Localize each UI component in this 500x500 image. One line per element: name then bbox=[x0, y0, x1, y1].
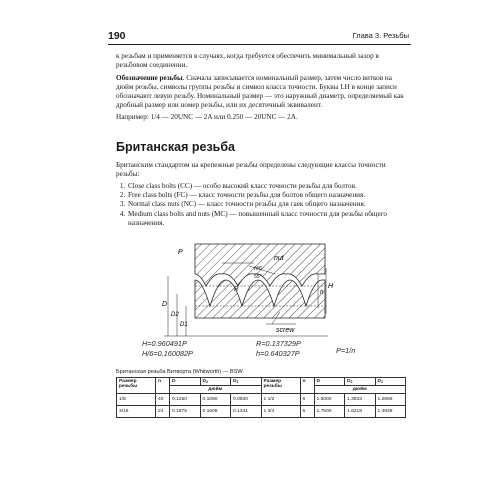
table-cell: 1.2866 bbox=[375, 394, 406, 406]
table-cell: 1.7500 bbox=[314, 406, 345, 418]
list-item: 1. Close class bolts (CC) — особо высокий класс точности резьбы для болтов. bbox=[127, 182, 407, 191]
table-header: $D_1$ bbox=[231, 378, 262, 386]
table-cell: 0.0930 bbox=[231, 394, 262, 406]
class-list bbox=[116, 182, 407, 228]
paragraph-continuation: к резьбам и применяется в случаях, когда требуется обеспечить минимальный зазор в резьбовом соединении. bbox=[116, 52, 379, 70]
formula-h-small: h=0.640327P bbox=[256, 349, 300, 358]
table-cell: 1.4938 bbox=[375, 406, 406, 418]
page-header bbox=[108, 30, 411, 45]
table-header: n bbox=[156, 378, 170, 394]
chapter-title: Глава 3. Резьбы bbox=[352, 31, 409, 40]
table-header: $D_1$ bbox=[375, 378, 406, 386]
list-item: 2. Free class bolts (FC) — класс точности резьбы для болтов общего назначения. bbox=[127, 191, 407, 200]
page-number: 190 bbox=[108, 30, 126, 42]
formula-r: R=0.137329P bbox=[256, 339, 301, 348]
example-line: Например: 1/4 — 20UNC — 2A или 0.250 — 20UNC — 2A. bbox=[116, 112, 298, 121]
label-d1: D1 bbox=[180, 322, 188, 328]
unit-label: дюйм bbox=[314, 386, 406, 394]
label-d: D bbox=[162, 301, 168, 308]
table-header: D bbox=[170, 378, 201, 386]
label-r: R bbox=[234, 287, 239, 293]
table-cell: 1 3/4 bbox=[261, 406, 300, 418]
section-intro: Британским стандартом на крепежные резьбы определены следующие классы точности резьбы: bbox=[116, 161, 386, 179]
label-d2: D2 bbox=[171, 312, 179, 318]
label-nut: nut bbox=[274, 255, 284, 262]
table-header: n bbox=[300, 378, 314, 394]
table-cell: 0.1090 bbox=[200, 394, 231, 406]
list-item: 4. Medium class bolts and nuts (MC) — повышенный класс точности для резьбы общего назначения. bbox=[127, 210, 407, 229]
label-h: H bbox=[328, 283, 334, 290]
designation-term: Обозначение резьбы bbox=[116, 73, 183, 82]
designation-text: . Сначала записывается номинальный размер, затем число витков на дюйм резьбы, символы группы резьбы и символ класса точности. Буквы LH в конце записи обозначают левую резьбу. Номинальный размер — это наружный диаметр, определяемый как дробный размер или номер резьбы, или их десятичный эквивалент. bbox=[116, 73, 404, 110]
table-cell: 3/16 bbox=[117, 406, 156, 418]
table-row bbox=[117, 394, 406, 406]
formula-h6: H/6=0.160082P bbox=[142, 349, 193, 358]
label-angle: 55° bbox=[254, 274, 262, 280]
table-cell: 0.1250 bbox=[170, 394, 201, 406]
table-header: Размер резьбы bbox=[117, 378, 156, 394]
table-header: D bbox=[314, 378, 345, 386]
table-header: Размер резьбы bbox=[261, 378, 300, 394]
table-cell: 0.1608 bbox=[200, 406, 231, 418]
label-p: P bbox=[178, 249, 183, 256]
section-heading: Британская резьба bbox=[116, 140, 236, 155]
table-cell: 6 bbox=[300, 394, 314, 406]
table-cell: 1.3933 bbox=[345, 394, 376, 406]
table-cell: 5 bbox=[300, 406, 314, 418]
list-item: 3. Normal class nuts (NC) — класс точности резьбы для гаек общего назначения. bbox=[127, 200, 407, 209]
table-caption: Британская резьба Витворта (Whitworth) — BSW bbox=[116, 369, 243, 375]
formula-p: P=1/n bbox=[336, 346, 356, 355]
table-cell: 1 1/2 bbox=[261, 394, 300, 406]
whitworth-table bbox=[116, 377, 406, 418]
label-h-small: h bbox=[320, 290, 324, 296]
paragraph-designation bbox=[116, 74, 407, 111]
table-cell: 0.1875 bbox=[170, 406, 201, 418]
table-cell: 40 bbox=[156, 394, 170, 406]
unit-label: дюйм bbox=[170, 386, 262, 394]
table-header: $D_2$ bbox=[200, 378, 231, 386]
table-cell: 1.5000 bbox=[314, 394, 345, 406]
formula-h: H=0.960491P bbox=[142, 339, 187, 348]
thread-formulas bbox=[142, 339, 382, 363]
page-body bbox=[116, 52, 407, 228]
label-screw: screw bbox=[276, 327, 295, 334]
table-cell: 0.1341 bbox=[231, 406, 262, 418]
screw-hatch bbox=[195, 280, 325, 318]
table-row bbox=[117, 406, 406, 418]
table-cell: 1.6219 bbox=[345, 406, 376, 418]
table-cell: 1/8 bbox=[117, 394, 156, 406]
table-header: $D_2$ bbox=[345, 378, 376, 386]
label-h6: H/6 bbox=[254, 266, 262, 272]
table-cell: 24 bbox=[156, 406, 170, 418]
